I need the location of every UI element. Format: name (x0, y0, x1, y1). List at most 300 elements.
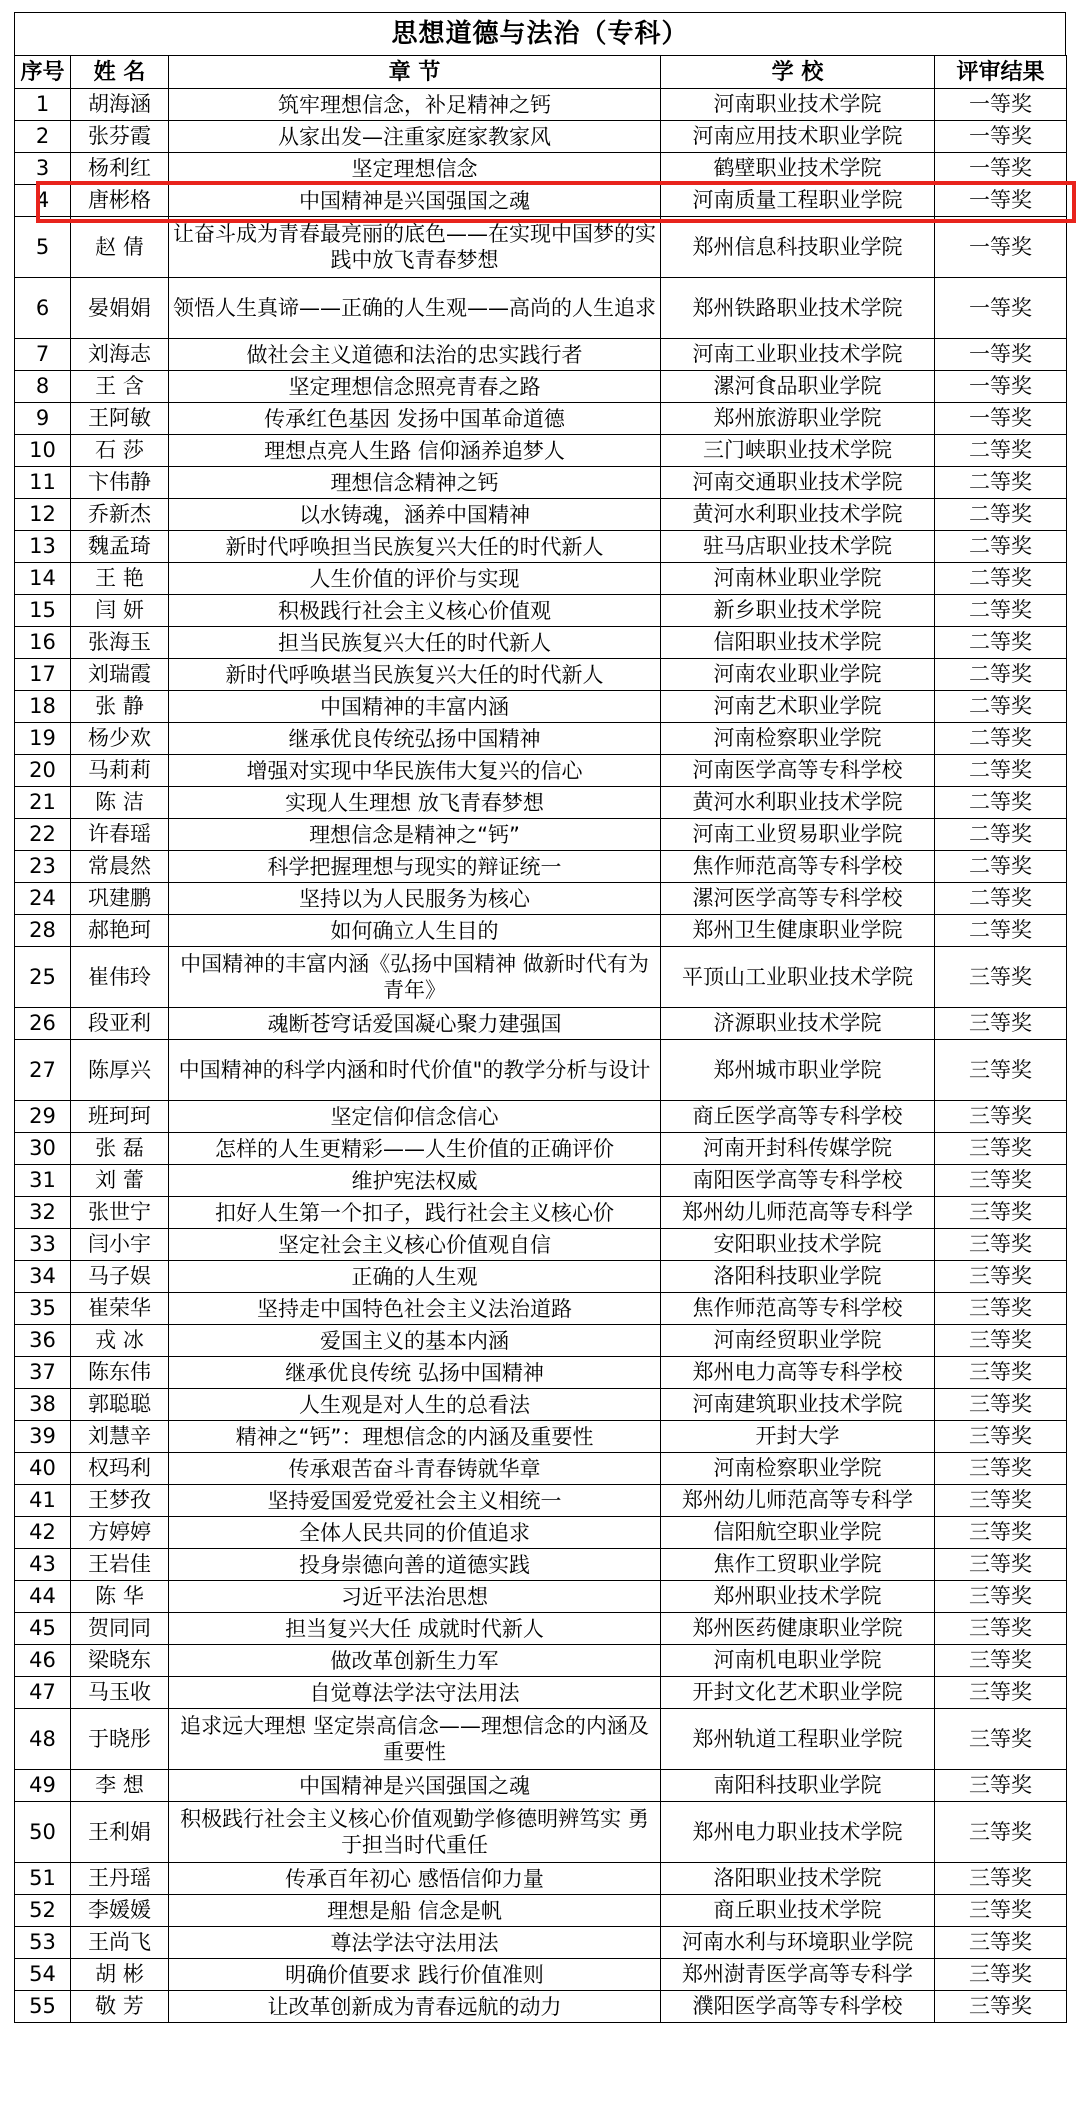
cell-name: 马莉莉 (71, 755, 169, 787)
cell-name: 王梦孜 (71, 1485, 169, 1517)
cell-school: 郑州职业技术学院 (661, 1581, 935, 1613)
cell-result: 三等奖 (935, 1959, 1067, 1991)
cell-chapter: 坚定社会主义核心价值观自信 (169, 1229, 661, 1261)
cell-index: 23 (15, 851, 71, 883)
cell-result: 一等奖 (935, 339, 1067, 371)
cell-school: 南阳医学高等专科学校 (661, 1165, 935, 1197)
cell-name: 班珂珂 (71, 1101, 169, 1133)
cell-name: 刘瑞霞 (71, 659, 169, 691)
cell-name: 贺同同 (71, 1613, 169, 1645)
table-row (15, 1517, 1067, 1549)
cell-school: 驻马店职业技术学院 (661, 531, 935, 563)
cell-name: 崔荣华 (71, 1293, 169, 1325)
cell-school: 黄河水利职业技术学院 (661, 787, 935, 819)
cell-chapter: 坚定信仰信念信心 (169, 1101, 661, 1133)
table-row (15, 1709, 1067, 1770)
cell-name: 胡 彬 (71, 1959, 169, 1991)
table-row (15, 1863, 1067, 1895)
cell-name: 王岩佳 (71, 1549, 169, 1581)
cell-name: 权玛利 (71, 1453, 169, 1485)
cell-chapter: 从家出发—注重家庭家教家风 (169, 121, 661, 153)
cell-index: 22 (15, 819, 71, 851)
cell-index: 4 (15, 185, 71, 217)
cell-school: 开封大学 (661, 1421, 935, 1453)
cell-school: 河南检察职业学院 (661, 723, 935, 755)
cell-name: 马子娱 (71, 1261, 169, 1293)
table-row (15, 1677, 1067, 1709)
cell-school: 郑州幼儿师范高等专科学 (661, 1197, 935, 1229)
cell-school: 河南开封科传媒学院 (661, 1133, 935, 1165)
cell-result: 一等奖 (935, 185, 1067, 217)
cell-name: 郝艳珂 (71, 915, 169, 947)
cell-school: 河南机电职业学院 (661, 1645, 935, 1677)
table-row (15, 659, 1067, 691)
cell-school: 鹤壁职业技术学院 (661, 153, 935, 185)
table-row (15, 1040, 1067, 1101)
cell-chapter: 自觉尊法学法守法用法 (169, 1677, 661, 1709)
cell-result: 二等奖 (935, 595, 1067, 627)
cell-chapter: 让改革创新成为青春远航的动力 (169, 1991, 661, 2023)
cell-school: 河南经贸职业学院 (661, 1325, 935, 1357)
cell-name: 王尚飞 (71, 1927, 169, 1959)
cell-name: 石 莎 (71, 435, 169, 467)
table-row (15, 1229, 1067, 1261)
cell-name: 陈 华 (71, 1581, 169, 1613)
table-row (15, 1549, 1067, 1581)
cell-school: 郑州电力高等专科学校 (661, 1357, 935, 1389)
cell-result: 三等奖 (935, 1357, 1067, 1389)
cell-index: 24 (15, 883, 71, 915)
cell-chapter: 新时代呼唤担当民族复兴大任的时代新人 (169, 531, 661, 563)
cell-school: 郑州幼儿师范高等专科学 (661, 1485, 935, 1517)
header-result: 评审结果 (935, 56, 1067, 89)
cell-chapter: 正确的人生观 (169, 1261, 661, 1293)
cell-name: 马玉收 (71, 1677, 169, 1709)
cell-name: 戎 冰 (71, 1325, 169, 1357)
table-row (15, 819, 1067, 851)
cell-result: 三等奖 (935, 1927, 1067, 1959)
cell-result: 三等奖 (935, 947, 1067, 1008)
cell-chapter: 如何确立人生目的 (169, 915, 661, 947)
table-row (15, 185, 1067, 217)
sheet-title: 思想道德与法治（专科） (14, 12, 1066, 55)
cell-school: 济源职业技术学院 (661, 1008, 935, 1040)
table-row (15, 1959, 1067, 1991)
cell-result: 三等奖 (935, 1133, 1067, 1165)
cell-result: 三等奖 (935, 1165, 1067, 1197)
cell-result: 三等奖 (935, 1389, 1067, 1421)
cell-result: 三等奖 (935, 1101, 1067, 1133)
table-row (15, 1197, 1067, 1229)
cell-index: 12 (15, 499, 71, 531)
table-row (15, 1485, 1067, 1517)
award-table (14, 55, 1067, 2023)
cell-chapter: 爱国主义的基本内涵 (169, 1325, 661, 1357)
cell-chapter: 中国精神是兴国强国之魂 (169, 185, 661, 217)
cell-name: 赵 倩 (71, 217, 169, 278)
cell-result: 二等奖 (935, 499, 1067, 531)
cell-result: 三等奖 (935, 1613, 1067, 1645)
cell-index: 55 (15, 1991, 71, 2023)
table-row (15, 499, 1067, 531)
cell-index: 14 (15, 563, 71, 595)
cell-school: 河南艺术职业学院 (661, 691, 935, 723)
cell-school: 郑州城市职业学院 (661, 1040, 935, 1101)
table-row (15, 1613, 1067, 1645)
cell-chapter: 中国精神是兴国强国之魂 (169, 1770, 661, 1802)
table-row (15, 1101, 1067, 1133)
table-row (15, 1421, 1067, 1453)
cell-result: 二等奖 (935, 915, 1067, 947)
table-row (15, 1645, 1067, 1677)
cell-chapter: 追求远大理想 坚定崇高信念——理想信念的内涵及重要性 (169, 1709, 661, 1770)
cell-index: 48 (15, 1709, 71, 1770)
cell-name: 刘 蕾 (71, 1165, 169, 1197)
table-row (15, 1389, 1067, 1421)
table-row (15, 278, 1067, 339)
table-row (15, 153, 1067, 185)
cell-school: 郑州澍青医学高等专科学 (661, 1959, 935, 1991)
header-chapter: 章 节 (169, 56, 661, 89)
cell-school: 河南林业职业学院 (661, 563, 935, 595)
cell-result: 三等奖 (935, 1581, 1067, 1613)
cell-chapter: 积极践行社会主义核心价值观 (169, 595, 661, 627)
table-row (15, 1453, 1067, 1485)
cell-index: 37 (15, 1357, 71, 1389)
cell-result: 三等奖 (935, 1645, 1067, 1677)
cell-chapter: 传承百年初心 感悟信仰力量 (169, 1863, 661, 1895)
cell-result: 三等奖 (935, 1863, 1067, 1895)
table-row (15, 435, 1067, 467)
cell-index: 53 (15, 1927, 71, 1959)
cell-result: 二等奖 (935, 435, 1067, 467)
cell-school: 新乡职业技术学院 (661, 595, 935, 627)
cell-chapter: 怎样的人生更精彩——人生价值的正确评价 (169, 1133, 661, 1165)
cell-school: 郑州旅游职业学院 (661, 403, 935, 435)
cell-chapter: 以水铸魂，涵养中国精神 (169, 499, 661, 531)
cell-index: 49 (15, 1770, 71, 1802)
cell-school: 漯河医学高等专科学校 (661, 883, 935, 915)
cell-chapter: 理想是船 信念是帆 (169, 1895, 661, 1927)
cell-chapter: 人生观是对人生的总看法 (169, 1389, 661, 1421)
table-row (15, 531, 1067, 563)
table-row (15, 1261, 1067, 1293)
cell-index: 50 (15, 1802, 71, 1863)
cell-name: 许春瑶 (71, 819, 169, 851)
table-row (15, 947, 1067, 1008)
cell-chapter: 传承艰苦奋斗青春铸就华章 (169, 1453, 661, 1485)
cell-index: 28 (15, 915, 71, 947)
cell-school: 河南水利与环境职业学院 (661, 1927, 935, 1959)
cell-name: 张 磊 (71, 1133, 169, 1165)
cell-chapter: 增强对实现中华民族伟大复兴的信心 (169, 755, 661, 787)
cell-result: 二等奖 (935, 563, 1067, 595)
cell-chapter: 理想信念精神之钙 (169, 467, 661, 499)
cell-school: 开封文化艺术职业学院 (661, 1677, 935, 1709)
cell-school: 河南职业技术学院 (661, 89, 935, 121)
cell-index: 39 (15, 1421, 71, 1453)
cell-name: 王丹瑶 (71, 1863, 169, 1895)
cell-school: 郑州电力职业技术学院 (661, 1802, 935, 1863)
cell-index: 47 (15, 1677, 71, 1709)
cell-name: 于晓彤 (71, 1709, 169, 1770)
cell-index: 2 (15, 121, 71, 153)
table-row (15, 1357, 1067, 1389)
cell-chapter: 继承优良传统弘扬中国精神 (169, 723, 661, 755)
cell-chapter: 坚定理想信念照亮青春之路 (169, 371, 661, 403)
cell-result: 二等奖 (935, 723, 1067, 755)
cell-school: 郑州卫生健康职业学院 (661, 915, 935, 947)
cell-result: 二等奖 (935, 467, 1067, 499)
cell-name: 唐彬格 (71, 185, 169, 217)
cell-name: 巩建鹏 (71, 883, 169, 915)
cell-school: 洛阳科技职业学院 (661, 1261, 935, 1293)
cell-name: 魏孟琦 (71, 531, 169, 563)
cell-name: 张海玉 (71, 627, 169, 659)
table-row (15, 1927, 1067, 1959)
cell-school: 郑州铁路职业技术学院 (661, 278, 935, 339)
cell-index: 16 (15, 627, 71, 659)
cell-index: 1 (15, 89, 71, 121)
cell-chapter: 扣好人生第一个扣子，践行社会主义核心价 (169, 1197, 661, 1229)
cell-chapter: 担当复兴大任 成就时代新人 (169, 1613, 661, 1645)
cell-index: 5 (15, 217, 71, 278)
cell-result: 一等奖 (935, 403, 1067, 435)
cell-result: 二等奖 (935, 691, 1067, 723)
cell-chapter: 做社会主义道德和法治的忠实践行者 (169, 339, 661, 371)
cell-chapter: 习近平法治思想 (169, 1581, 661, 1613)
cell-name: 常晨然 (71, 851, 169, 883)
cell-chapter: 中国精神的丰富内涵《弘扬中国精神 做新时代有为青年》 (169, 947, 661, 1008)
cell-index: 34 (15, 1261, 71, 1293)
cell-result: 三等奖 (935, 1008, 1067, 1040)
cell-chapter: 中国精神的丰富内涵 (169, 691, 661, 723)
cell-chapter: 科学把握理想与现实的辩证统一 (169, 851, 661, 883)
table-row (15, 1008, 1067, 1040)
cell-name: 闫 妍 (71, 595, 169, 627)
cell-chapter: 让奋斗成为青春最亮丽的底色——在实现中国梦的实践中放飞青春梦想 (169, 217, 661, 278)
cell-index: 41 (15, 1485, 71, 1517)
table-row (15, 755, 1067, 787)
cell-result: 一等奖 (935, 371, 1067, 403)
cell-result: 三等奖 (935, 1485, 1067, 1517)
cell-index: 36 (15, 1325, 71, 1357)
cell-index: 25 (15, 947, 71, 1008)
cell-chapter: 魂断苍穹话爱国凝心聚力建强国 (169, 1008, 661, 1040)
cell-school: 郑州医药健康职业学院 (661, 1613, 935, 1645)
cell-chapter: 实现人生理想 放飞青春梦想 (169, 787, 661, 819)
table-row (15, 1581, 1067, 1613)
cell-chapter: 担当民族复兴大任的时代新人 (169, 627, 661, 659)
cell-index: 7 (15, 339, 71, 371)
cell-chapter: 中国精神的科学内涵和时代价值"的教学分析与设计 (169, 1040, 661, 1101)
cell-index: 33 (15, 1229, 71, 1261)
table-row (15, 851, 1067, 883)
cell-name: 王 艳 (71, 563, 169, 595)
cell-chapter: 全体人民共同的价值追求 (169, 1517, 661, 1549)
cell-result: 三等奖 (935, 1261, 1067, 1293)
table-row (15, 371, 1067, 403)
table-row (15, 1895, 1067, 1927)
cell-chapter: 坚持以为人民服务为核心 (169, 883, 661, 915)
cell-result: 二等奖 (935, 659, 1067, 691)
table-row (15, 595, 1067, 627)
cell-index: 35 (15, 1293, 71, 1325)
cell-result: 三等奖 (935, 1229, 1067, 1261)
cell-result: 一等奖 (935, 278, 1067, 339)
cell-chapter: 坚定理想信念 (169, 153, 661, 185)
cell-result: 一等奖 (935, 153, 1067, 185)
cell-name: 晏娟娟 (71, 278, 169, 339)
cell-chapter: 坚持走中国特色社会主义法治道路 (169, 1293, 661, 1325)
cell-school: 郑州轨道工程职业学院 (661, 1709, 935, 1770)
table-row (15, 883, 1067, 915)
cell-name: 陈东伟 (71, 1357, 169, 1389)
cell-school: 焦作工贸职业学院 (661, 1549, 935, 1581)
cell-chapter: 理想信念是精神之“钙” (169, 819, 661, 851)
cell-index: 18 (15, 691, 71, 723)
table-header-row (15, 56, 1067, 89)
cell-index: 10 (15, 435, 71, 467)
cell-school: 河南工业贸易职业学院 (661, 819, 935, 851)
table-row (15, 1991, 1067, 2023)
cell-chapter: 坚持爱国爱党爱社会主义相统一 (169, 1485, 661, 1517)
cell-result: 二等奖 (935, 755, 1067, 787)
cell-name: 李媛媛 (71, 1895, 169, 1927)
cell-school: 河南工业职业技术学院 (661, 339, 935, 371)
cell-index: 38 (15, 1389, 71, 1421)
cell-chapter: 尊法学法守法用法 (169, 1927, 661, 1959)
cell-name: 杨利红 (71, 153, 169, 185)
table-row (15, 1293, 1067, 1325)
cell-name: 方婷婷 (71, 1517, 169, 1549)
table-row (15, 1770, 1067, 1802)
cell-result: 二等奖 (935, 883, 1067, 915)
cell-chapter: 积极践行社会主义核心价值观勤学修德明辨笃实 勇于担当时代重任 (169, 1802, 661, 1863)
cell-result: 三等奖 (935, 1549, 1067, 1581)
cell-chapter: 人生价值的评价与实现 (169, 563, 661, 595)
cell-index: 21 (15, 787, 71, 819)
cell-chapter: 继承优良传统 弘扬中国精神 (169, 1357, 661, 1389)
cell-school: 信阳职业技术学院 (661, 627, 935, 659)
table-row (15, 467, 1067, 499)
cell-index: 42 (15, 1517, 71, 1549)
cell-name: 陈厚兴 (71, 1040, 169, 1101)
cell-result: 三等奖 (935, 1517, 1067, 1549)
cell-result: 三等奖 (935, 1709, 1067, 1770)
cell-name: 王 含 (71, 371, 169, 403)
cell-name: 张芬霞 (71, 121, 169, 153)
table-row (15, 723, 1067, 755)
cell-name: 敬 芳 (71, 1991, 169, 2023)
cell-result: 三等奖 (935, 1895, 1067, 1927)
table-row (15, 89, 1067, 121)
cell-chapter: 做改革创新生力军 (169, 1645, 661, 1677)
cell-school: 洛阳职业技术学院 (661, 1863, 935, 1895)
table-row (15, 1325, 1067, 1357)
cell-result: 三等奖 (935, 1991, 1067, 2023)
cell-name: 陈 洁 (71, 787, 169, 819)
cell-index: 8 (15, 371, 71, 403)
cell-result: 二等奖 (935, 531, 1067, 563)
header-name: 姓 名 (71, 56, 169, 89)
cell-index: 19 (15, 723, 71, 755)
cell-result: 二等奖 (935, 819, 1067, 851)
cell-school: 信阳航空职业学院 (661, 1517, 935, 1549)
cell-result: 三等奖 (935, 1197, 1067, 1229)
cell-result: 三等奖 (935, 1421, 1067, 1453)
cell-index: 31 (15, 1165, 71, 1197)
cell-name: 郭聪聪 (71, 1389, 169, 1421)
cell-index: 13 (15, 531, 71, 563)
table-row (15, 627, 1067, 659)
cell-chapter: 明确价值要求 践行价值准则 (169, 1959, 661, 1991)
cell-name: 刘慧辛 (71, 1421, 169, 1453)
cell-chapter: 领悟人生真谛——正确的人生观——高尚的人生追求 (169, 278, 661, 339)
cell-school: 焦作师范高等专科学校 (661, 851, 935, 883)
cell-index: 27 (15, 1040, 71, 1101)
cell-chapter: 新时代呼唤堪当民族复兴大任的时代新人 (169, 659, 661, 691)
cell-school: 河南农业职业学院 (661, 659, 935, 691)
cell-result: 一等奖 (935, 89, 1067, 121)
cell-result: 三等奖 (935, 1325, 1067, 1357)
cell-result: 三等奖 (935, 1293, 1067, 1325)
cell-index: 26 (15, 1008, 71, 1040)
cell-name: 王利娟 (71, 1802, 169, 1863)
cell-school: 商丘职业技术学院 (661, 1895, 935, 1927)
cell-school: 三门峡职业技术学院 (661, 435, 935, 467)
table-row (15, 563, 1067, 595)
cell-name: 胡海涵 (71, 89, 169, 121)
cell-chapter: 传承红色基因 发扬中国革命道德 (169, 403, 661, 435)
header-school: 学 校 (661, 56, 935, 89)
cell-school: 河南检察职业学院 (661, 1453, 935, 1485)
table-row (15, 787, 1067, 819)
table-row (15, 1165, 1067, 1197)
table-row (15, 121, 1067, 153)
cell-name: 卞伟静 (71, 467, 169, 499)
cell-index: 9 (15, 403, 71, 435)
cell-index: 51 (15, 1863, 71, 1895)
cell-school: 黄河水利职业技术学院 (661, 499, 935, 531)
cell-name: 王阿敏 (71, 403, 169, 435)
cell-index: 32 (15, 1197, 71, 1229)
cell-name: 梁晓东 (71, 1645, 169, 1677)
table-row (15, 403, 1067, 435)
table-row (15, 217, 1067, 278)
cell-index: 52 (15, 1895, 71, 1927)
cell-index: 17 (15, 659, 71, 691)
cell-result: 二等奖 (935, 627, 1067, 659)
award-sheet (14, 12, 1066, 2023)
cell-school: 漯河食品职业学院 (661, 371, 935, 403)
cell-result: 二等奖 (935, 851, 1067, 883)
cell-chapter: 理想点亮人生路 信仰涵养追梦人 (169, 435, 661, 467)
cell-school: 河南质量工程职业学院 (661, 185, 935, 217)
cell-school: 商丘医学高等专科学校 (661, 1101, 935, 1133)
table-row (15, 915, 1067, 947)
cell-index: 3 (15, 153, 71, 185)
table-row (15, 339, 1067, 371)
cell-result: 三等奖 (935, 1802, 1067, 1863)
cell-school: 河南医学高等专科学校 (661, 755, 935, 787)
cell-name: 杨少欢 (71, 723, 169, 755)
cell-name: 李 想 (71, 1770, 169, 1802)
cell-index: 40 (15, 1453, 71, 1485)
cell-chapter: 维护宪法权威 (169, 1165, 661, 1197)
cell-index: 11 (15, 467, 71, 499)
cell-name: 刘海志 (71, 339, 169, 371)
